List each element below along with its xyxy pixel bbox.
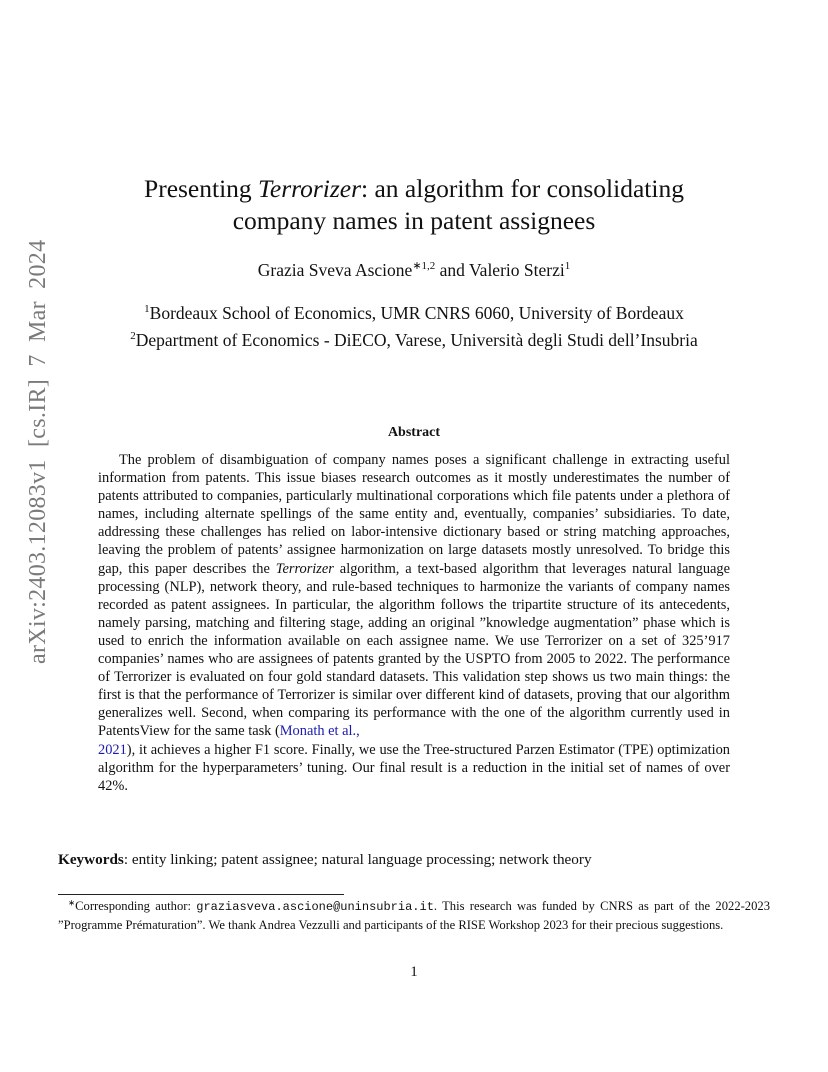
affiliation-mark: 2 — [130, 329, 136, 342]
title-prefix: Presenting — [144, 174, 259, 203]
abstract-heading: Abstract — [387, 425, 441, 440]
keywords — [58, 850, 770, 870]
citation-link[interactable]: Monath et al., — [279, 723, 360, 740]
footnote-rule — [58, 894, 344, 895]
affiliation — [70, 300, 758, 327]
author-name: Valerio Sterzi — [468, 260, 565, 280]
keywords-text: : entity linking; patent assignee; natural language processing; network theory — [123, 851, 592, 868]
author-line — [70, 258, 758, 282]
abstract-text: ), it achieves a higher F1 score. Finally, we use the Tree-structured Parzen Estimator (TPE) optimization algorithm for the hyperparameters’ tuning. Our final result is a reduction in the initial set of names of over 42%. — [98, 741, 730, 794]
arxiv-side-identifier — [18, 239, 54, 664]
footnote-mark: ∗ — [68, 897, 76, 908]
author-connector: and — [435, 260, 469, 280]
title-emphasis: Terrorizer — [258, 174, 362, 203]
abstract-text: algorithm, a text-based algorithm that leverages natural language processing (NLP), network theory, and rule-based techniques to harmonize the variants of company names recorded as patent assignees. In particular, the algorithm follows the tripartite structure of its antecedents, namely parsing, matching and filtering stage, adding an original ”knowledge augmentation” phase which is used to enrich the information available on each assignee name. We use Terrorizer on a set of 325’917 companies’ names who are assignees of patents granted by the USPTO from 2005 to 2022. The performance of Terrorizer is evaluated on four gold standard datasets. This validation step shows us two main things: the first is that the performance of Terrorizer is similar over different kind of datasets, proving that our algorithm generalizes well. Second, when comparing its performance with the one of the algorithm currently used in PatentsView for the same task ( — [98, 560, 730, 740]
title-line2: company names in patent assignees — [232, 206, 596, 235]
keywords-label: Keywords — [58, 851, 124, 868]
abstract-emphasis: Terrorizer — [275, 560, 334, 577]
citation-year-link[interactable]: 2021 — [98, 741, 127, 758]
title-suffix: : an algorithm for consolidating — [361, 174, 684, 203]
paper-title — [70, 173, 758, 237]
author-email[interactable]: graziasveva.ascione@uninsubria.it — [196, 900, 434, 914]
affiliations — [70, 300, 758, 354]
footnote-text: . This research was funded by CNRS as part of the 2022-2023 ”Programme Prématuration”. We thank Andrea Vezzulli and participants of the RISE Workshop 2023 for their precious suggestions. — [58, 899, 770, 932]
affiliation-mark: 1 — [144, 302, 150, 315]
abstract-text: The problem of disambiguation of company names poses a significant challenge in extracting useful information from patents. This issue biases research outcomes as it mostly underestimates the number of patents attributed to companies, particularly multinational corporations which file patents under a plethora of names, including alternate spellings of the same entity and, eventually, companies’ subsidiaries. To date, addressing these challenges has relied on labor-intensive dictionary based or string matching approaches, leaving the problem of patents’ assignee harmonization on large datasets mostly unresolved. To bridge this gap, this paper describes the — [98, 452, 730, 577]
affiliation-text: Department of Economics - DiECO, Varese, Università degli Studi dell’Insubria — [135, 330, 698, 350]
author-name: Grazia Sveva Ascione — [257, 260, 413, 280]
abstract-body — [98, 451, 730, 795]
author-affiliation-mark: 1 — [564, 259, 571, 272]
arxiv-identifier-text: arXiv:2403.12083v1 [cs.IR] 7 Mar 2024 — [25, 239, 51, 664]
affiliation — [70, 327, 758, 354]
author-affiliation-mark: ∗1,2 — [412, 259, 436, 272]
affiliation-text: Bordeaux School of Economics, UMR CNRS 6060, University of Bordeaux — [149, 303, 684, 323]
footnote — [58, 897, 770, 934]
footnote-text: Corresponding author: — [75, 899, 197, 913]
page-number: 1 — [410, 964, 418, 980]
